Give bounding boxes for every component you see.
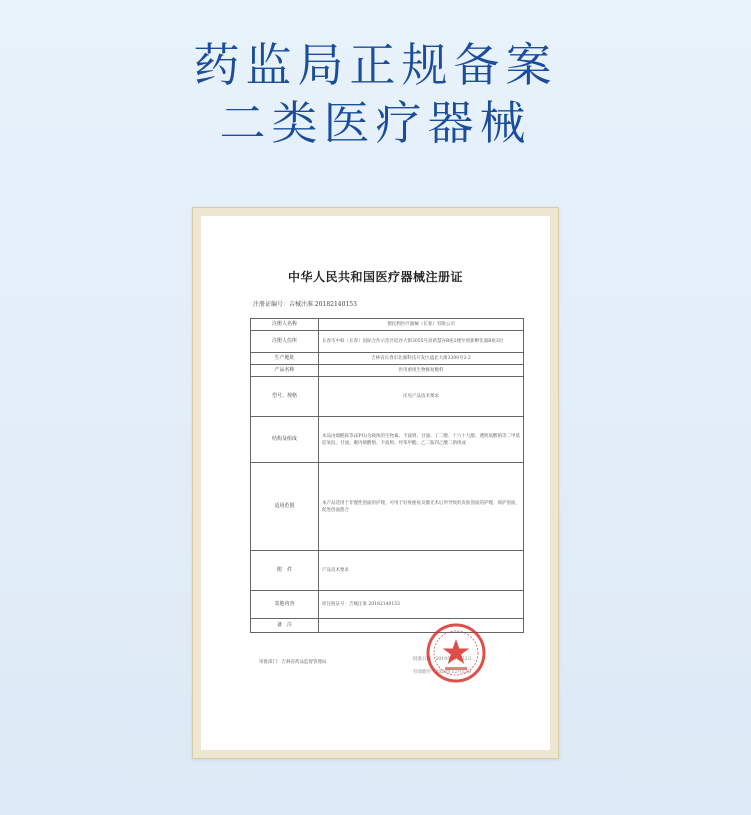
- row-value: 吉林省长春市北湖科技开发区盛北大街3300号2-2: [319, 353, 524, 365]
- row-label: 产品名称: [251, 365, 319, 377]
- issuing-authority: 审批部门：吉林省药品监督管理局: [259, 660, 327, 665]
- certificate-title: 中华人民共和国医疗器械注册证: [287, 270, 463, 284]
- row-value: 德民利医疗器械（长春）有限公司: [319, 319, 524, 331]
- row-label: 型号、规格: [251, 377, 319, 417]
- row-value: 产品技术要求: [319, 551, 524, 591]
- table-row: [251, 551, 524, 591]
- table-row: [251, 331, 524, 353]
- certificate-frame: [192, 207, 559, 759]
- headline-line-2: 二类医疗器械: [219, 96, 532, 150]
- row-value: 本产品适用于非慢性创面的护理，可用于轻度痤疮及激光术后所导致的皮肤创面的护理，保护创面，促进创面愈合: [319, 463, 524, 551]
- table-row: [251, 365, 524, 377]
- row-label: 适用范围: [251, 463, 319, 551]
- expiry-date: 有效期至：2023年12月12日: [413, 670, 472, 675]
- table-row: [251, 319, 524, 331]
- table-row: [251, 417, 524, 463]
- row-label: 附 件: [251, 551, 319, 591]
- headline: [0, 36, 751, 152]
- row-value: 原注册证号：吉械注准 20182140153: [319, 591, 524, 619]
- row-value: 本品由烟酰胺等(EPO)为载体的生物素、卡波姆、甘油、丁二醇、十六十九醇、透明质酸钠等二甲基硅氧烷、甘油、聚丙烯酸钠、卡波姆、羟苯甲酯、乙二胺四乙酸二钠组成: [319, 417, 524, 463]
- row-label: 备 注: [251, 619, 319, 633]
- table-row: [251, 463, 524, 551]
- row-value: [319, 619, 524, 633]
- row-value: 医用重组生物修复敷料: [319, 365, 524, 377]
- certificate-table: [250, 318, 524, 633]
- table-row: [251, 377, 524, 417]
- row-label: 结构及组成: [251, 417, 319, 463]
- table-row: [251, 353, 524, 365]
- headline-line-1: 药监局正规备案: [193, 38, 558, 92]
- row-label: 注册人名称: [251, 319, 319, 331]
- row-label: 生产地址: [251, 353, 319, 365]
- official-seal-icon: [425, 622, 487, 684]
- row-value: 长春市中韩（长春）国际合作示范区硅谷大街3055号高新慧谷B座2楼至创新孵化器B座3层: [319, 331, 524, 353]
- row-label: 其他内容: [251, 591, 319, 619]
- row-label: 注册人住所: [251, 331, 319, 353]
- certificate-paper: [201, 216, 550, 750]
- row-value: 详见产品技术要求: [319, 377, 524, 417]
- approval-date: 批准日期：2019年01月22日: [413, 657, 472, 662]
- certificate-number: 注册证编号：吉械注准 20182140153: [253, 301, 357, 308]
- table-row: [251, 591, 524, 619]
